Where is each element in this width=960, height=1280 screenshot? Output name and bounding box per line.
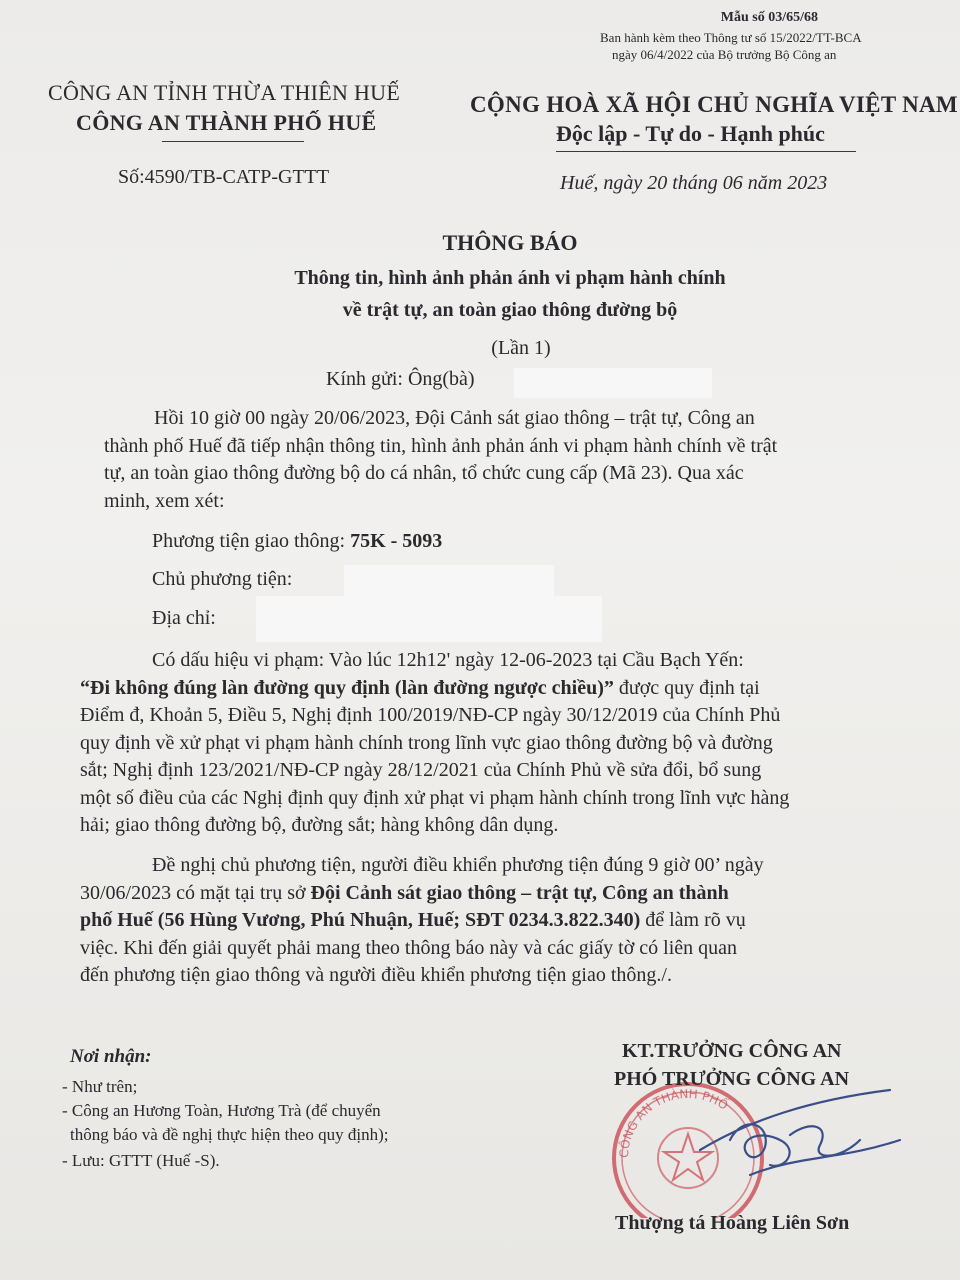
redacted-owner-name xyxy=(344,565,554,599)
paragraph-request xyxy=(80,852,926,990)
address-row xyxy=(152,607,216,630)
text-line: việc. Khi đến giải quyết phải mang theo thông báo này và các giấy tờ có liên quan xyxy=(80,936,738,959)
text-line: sắt; Nghị định 123/2021/NĐ-CP ngày 28/12/2021 của Chính Phủ về sửa đổi, bổ sung xyxy=(80,759,762,781)
seal-text: CÔNG AN THÀNH PHỐ xyxy=(616,1086,731,1159)
motto-underline xyxy=(556,151,856,152)
recipient-salutation: Kính gửi: Ông(bà) xyxy=(326,368,475,390)
owner-row xyxy=(152,568,292,591)
handwritten-signature xyxy=(690,1080,920,1190)
recipients-item: - Lưu: GTTT (Huế -S). xyxy=(62,1151,220,1170)
agency-name: CÔNG AN THÀNH PHỐ HUẾ xyxy=(76,110,377,135)
agency-parent: CÔNG AN TỈNH THỪA THIÊN HUẾ xyxy=(48,80,401,105)
owner-label: Chủ phương tiện: xyxy=(152,568,293,590)
agency-underline xyxy=(162,141,304,142)
address-label: Địa chỉ: xyxy=(152,607,216,629)
document-title: THÔNG BÁO xyxy=(442,230,578,255)
vehicle-label: Phương tiện giao thông: xyxy=(152,530,346,552)
signature-authority-line2: PHÓ TRƯỞNG CÔNG AN xyxy=(614,1068,850,1090)
office-name: Đội Cảnh sát giao thông – trật tự, Công an thành xyxy=(310,881,729,904)
text-line: Đề nghị chủ phương tiện, người điều khiển phương tiện đúng 9 giờ 00’ ngày xyxy=(152,854,764,876)
document-number: Số:4590/TB-CATP-GTTT xyxy=(118,166,330,188)
text-line xyxy=(80,880,926,908)
text-line: Điểm đ, Khoản 5, Điều 5, Nghị định 100/2019/NĐ-CP ngày 30/12/2019 của Chính Phủ xyxy=(80,704,781,726)
recipients-item: - Công an Hương Toàn, Hương Trà (để chuyển xyxy=(62,1101,381,1120)
text-line: Hồi 10 giờ 00 ngày 20/06/2023, Đội Cảnh sát giao thông – trật tự, Công an xyxy=(154,407,755,429)
recipients-heading: Nơi nhận: xyxy=(70,1046,152,1067)
document-subtitle-line1: Thông tin, hình ảnh phản ánh vi phạm hành chính xyxy=(294,267,726,289)
redacted-address xyxy=(256,596,602,642)
text-fragment: được quy định tại xyxy=(613,676,760,699)
office-address: phố Huế (56 Hùng Vương, Phú Nhuận, Huế; SĐT 0234.3.822.340) xyxy=(80,909,641,931)
offense-description: “Đi không đúng làn đường quy định (làn đường ngược chiều)” xyxy=(80,676,614,699)
paragraph-intake xyxy=(104,405,924,515)
text-fragment: để làm rõ vụ xyxy=(640,909,746,931)
signer-name: Thượng tá Hoàng Liên Sơn xyxy=(615,1212,850,1234)
text-line: minh, xem xét: xyxy=(104,489,225,512)
nation-title: CỘNG HOÀ XÃ HỘI CHỦ NGHĨA VIỆT NAM xyxy=(470,92,958,117)
form-number: Mẫu số 03/65/68 xyxy=(720,10,818,25)
text-line: thành phố Huế đã tiếp nhận thông tin, hình ảnh phản ánh vi phạm hành chính về trật xyxy=(104,434,778,457)
paragraph-violation xyxy=(80,647,926,840)
signature-authority-line1: KT.TRƯỞNG CÔNG AN xyxy=(622,1040,842,1062)
recipients-item-continued: thông báo và đề nghị thực hiện theo quy định); xyxy=(70,1125,389,1144)
text-line: quy định về xử phạt vi phạm hành chính trong lĩnh vực giao thông đường bộ và đường xyxy=(80,731,773,754)
form-reference-line1: Ban hành kèm theo Thông tư số 15/2022/TT-BCA xyxy=(600,30,862,45)
text-line: hải; giao thông đường bộ, đường sắt; hàng không dân dụng. xyxy=(80,814,559,836)
text-line: tự, an toàn giao thông đường bộ do cá nhân, tổ chức cung cấp (Mã 23). Qua xác xyxy=(104,462,744,484)
text-line: một số điều của các Nghị định quy định xử phạt vi phạm hành chính trong lĩnh vực hàng xyxy=(80,786,790,809)
text-line xyxy=(80,675,926,703)
national-motto: Độc lập - Tự do - Hạnh phúc xyxy=(556,121,825,146)
form-reference-line2: ngày 06/4/2022 của Bộ trưởng Bộ Công an xyxy=(612,47,837,62)
text-line: Có dấu hiệu vi phạm: Vào lúc 12h12' ngày 12-06-2023 tại Cầu Bạch Yến: xyxy=(152,649,744,671)
text-line: đến phương tiện giao thông và người điều khiển phương tiện giao thông./. xyxy=(80,964,672,986)
occurrence-label: (Lần 1) xyxy=(491,337,551,359)
redacted-recipient-name xyxy=(514,368,712,398)
recipients-item: - Như trên; xyxy=(62,1077,138,1096)
place-date: Huế, ngày 20 tháng 06 năm 2023 xyxy=(560,172,828,194)
vehicle-row xyxy=(152,530,442,553)
document-subtitle-line2: về trật tự, an toàn giao thông đường bộ xyxy=(342,299,678,321)
vehicle-plate: 75K - 5093 xyxy=(350,530,443,552)
text-line xyxy=(80,907,926,935)
text-fragment: 30/06/2023 có mặt tại trụ sở xyxy=(80,881,311,904)
